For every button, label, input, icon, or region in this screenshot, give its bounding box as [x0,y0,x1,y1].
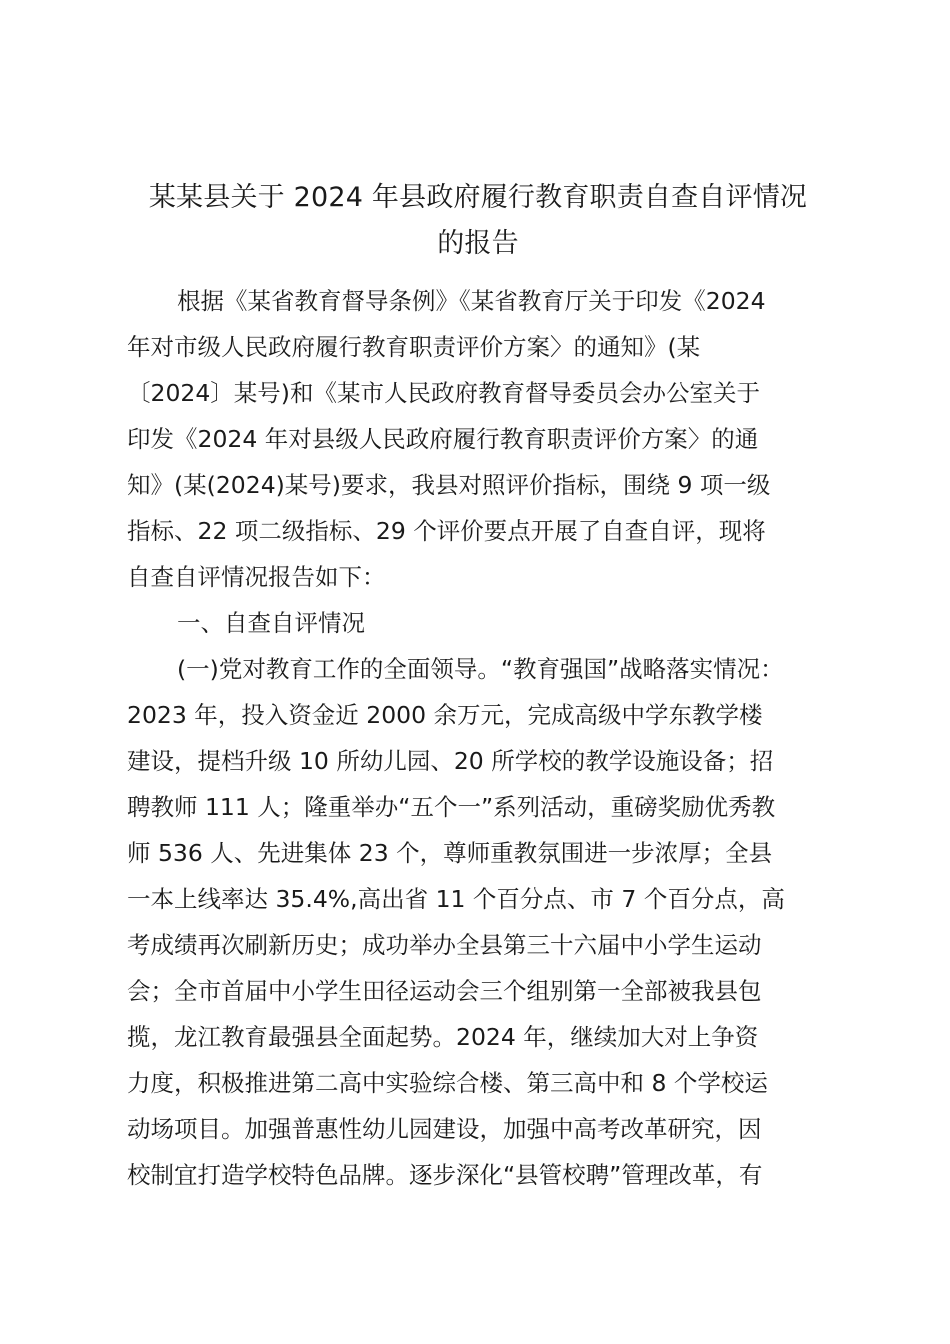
paragraph-line: 年对市级人民政府履行教育职责评价方案〉的通知》(某 [127,333,701,361]
document-body [127,278,832,1198]
title-line-2: 的报告 [437,228,519,259]
paragraph-line: (一)党对教育工作的全面领导。“教育强国”战略落实情况： [177,655,784,683]
paragraph-line: 〔2024〕某号)和《某市人民政府教育督导委员会办公室关于 [127,379,760,407]
paragraph-line: 师 536 人、先进集体 23 个，尊师重教氛围进一步浓厚；全县 [127,839,773,867]
paragraph-line: 一本上线率达 35.4%,高出省 11 个百分点、市 7 个百分点，高 [127,885,785,913]
paragraph-line: 印发《2024 年对县级人民政府履行教育职责评价方案〉的通 [127,425,759,453]
paragraph-line: 会；全市首届中小学生田径运动会三个组别第一全部被我县包 [127,977,762,1005]
paragraph-line: 知》(某(2024)某号)要求，我县对照评价指标，围绕 9 项一级 [127,471,771,499]
paragraph-line: 动场项目。加强普惠性幼儿园建设，加强中高考改革研究，因 [127,1115,762,1143]
paragraph-line: 聘教师 111 人；隆重举办“五个一”系列活动，重磅奖励优秀教 [127,793,776,821]
paragraph-line: 指标、22 项二级指标、29 个评价要点开展了自查自评，现将 [127,517,766,545]
paragraph-line: 根据《某省教育督导条例》《某省教育厅关于印发《2024 [177,287,766,315]
paragraph-line: 校制宜打造学校特色品牌。逐步深化“县管校聘”管理改革，有 [127,1161,763,1189]
paragraph-line: 考成绩再次刷新历史；成功举办全县第三十六届中小学生运动 [127,931,762,959]
paragraph-line: 力度，积极推进第二高中实验综合楼、第三高中和 8 个学校运 [127,1069,768,1097]
paragraph-line: 揽，龙江教育最强县全面起势。2024 年，继续加大对上争资 [127,1023,759,1051]
paragraph-line: 建设，提档升级 10 所幼儿园、20 所学校的教学设施设备；招 [127,747,774,775]
paragraph-line: 2023 年，投入资金近 2000 余万元，完成高级中学东教学楼 [127,701,763,729]
document-title [118,175,838,267]
title-line-1: 某某县关于 2024 年县政府履行教育职责自查自评情况 [148,182,808,213]
paragraph-line: 自查自评情况报告如下： [127,563,386,591]
section-heading: 一、自查自评情况 [177,609,365,637]
